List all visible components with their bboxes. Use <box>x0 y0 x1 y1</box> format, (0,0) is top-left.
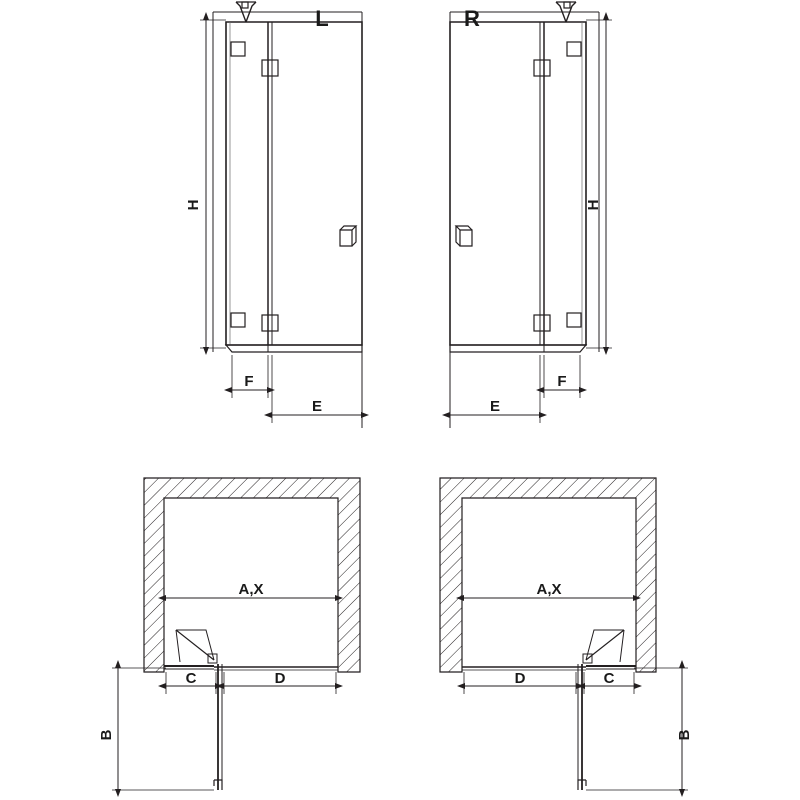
dim-label-d-right: D <box>514 670 526 687</box>
dim-label-f-right: F <box>557 373 567 390</box>
elevation-left-group <box>200 2 362 428</box>
dim-label-e-left: E <box>311 398 323 415</box>
dim-label-c-right: C <box>603 670 615 687</box>
dim-label-h-left: H <box>185 199 202 211</box>
dim-label-h-right: H <box>585 199 602 211</box>
dim-label-ax-left: A,X <box>238 581 264 598</box>
label-left-variant: L <box>315 6 329 31</box>
plan-right-group <box>440 478 688 790</box>
dim-label-d-left: D <box>274 670 286 687</box>
dim-label-c-left: C <box>185 670 197 687</box>
dim-label-ax-right: A,X <box>536 581 562 598</box>
dim-label-f-left: F <box>244 373 254 390</box>
dim-label-e-right: E <box>489 398 501 415</box>
label-right-variant: R <box>464 6 480 31</box>
dim-label-b-left: B <box>98 729 115 741</box>
elevation-right-group <box>450 2 612 428</box>
dim-label-b-right: B <box>676 729 693 741</box>
plan-left-group <box>112 478 360 790</box>
